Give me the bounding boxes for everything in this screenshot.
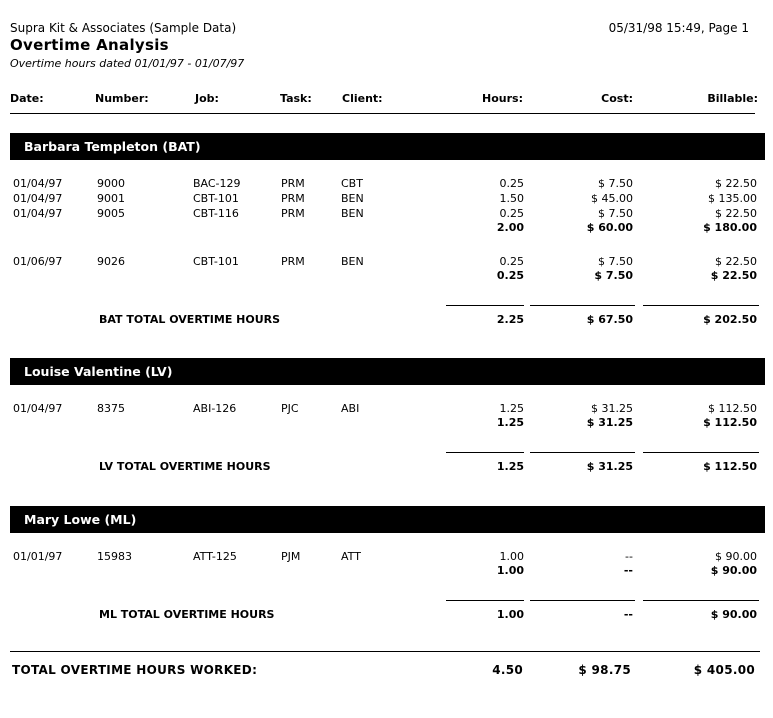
subtotal-hours: 2.00 <box>496 221 524 234</box>
employee-total-hours: 1.00 <box>496 608 524 621</box>
grand-total-label: TOTAL OVERTIME HOURS WORKED: <box>12 663 258 677</box>
row-date: 01/04/97 <box>13 177 63 190</box>
subtotal-billable: $ 112.50 <box>703 416 757 429</box>
row-job: ATT-125 <box>193 550 237 563</box>
row-date: 01/06/97 <box>13 255 63 268</box>
employee-total-label: BAT TOTAL OVERTIME HOURS <box>99 313 281 326</box>
grand-total-hours: 4.50 <box>492 663 523 677</box>
print-date-page: 05/31/98 15:49, Page 1 <box>608 21 749 35</box>
row-billable: $ 22.50 <box>715 177 757 190</box>
row-job: CBT-101 <box>193 192 239 205</box>
row-cost: $ 31.25 <box>591 402 633 415</box>
subtotal-hours: 1.25 <box>496 416 524 429</box>
employee-total-hours: 1.25 <box>496 460 524 473</box>
row-number: 8375 <box>97 402 125 415</box>
row-billable: $ 90.00 <box>715 550 757 563</box>
row-billable: $ 22.50 <box>715 207 757 220</box>
row-date: 01/04/97 <box>13 207 63 220</box>
column-header-billable: Billable: <box>707 92 758 105</box>
grand-total-billable: $ 405.00 <box>693 663 755 677</box>
row-job: ABI-126 <box>193 402 237 415</box>
row-hours: 1.25 <box>499 402 524 415</box>
row-cost: $ 7.50 <box>598 255 633 268</box>
subtotal-cost: $ 31.25 <box>586 416 633 429</box>
total-rule <box>446 305 524 306</box>
employee-band: Barbara Templeton (BAT) <box>10 133 765 160</box>
row-cost: $ 45.00 <box>591 192 633 205</box>
column-header-task: Task: <box>280 92 312 105</box>
row-number: 9026 <box>97 255 125 268</box>
row-cost: $ 7.50 <box>598 177 633 190</box>
row-hours: 1.00 <box>499 550 524 563</box>
subtotal-billable: $ 90.00 <box>710 564 757 577</box>
row-date: 01/01/97 <box>13 550 63 563</box>
column-header-client: Client: <box>342 92 383 105</box>
row-billable: $ 22.50 <box>715 255 757 268</box>
employee-total-billable: $ 202.50 <box>703 313 757 326</box>
report-title: Overtime Analysis <box>10 36 169 54</box>
row-task: PJM <box>281 550 301 563</box>
row-cost: -- <box>625 550 633 563</box>
row-job: BAC-129 <box>193 177 241 190</box>
total-rule <box>446 452 524 453</box>
row-date: 01/04/97 <box>13 402 63 415</box>
subtotal-hours: 1.00 <box>496 564 524 577</box>
employee-total-billable: $ 90.00 <box>710 608 757 621</box>
row-task: PRM <box>281 207 305 220</box>
subtotal-billable: $ 180.00 <box>703 221 757 234</box>
employee-total-billable: $ 112.50 <box>703 460 757 473</box>
grand-total-rule <box>10 651 760 652</box>
employee-total-cost: $ 67.50 <box>586 313 633 326</box>
row-number: 9000 <box>97 177 125 190</box>
subtotal-cost: -- <box>623 564 633 577</box>
row-task: PJC <box>281 402 299 415</box>
subtotal-hours: 0.25 <box>496 269 524 282</box>
employee-total-hours: 2.25 <box>496 313 524 326</box>
row-client: ATT <box>341 550 361 563</box>
column-header-date: Date: <box>10 92 44 105</box>
employee-total-cost: $ 31.25 <box>586 460 633 473</box>
row-client: BEN <box>341 192 364 205</box>
total-rule <box>643 452 759 453</box>
row-hours: 1.50 <box>499 192 524 205</box>
row-billable: $ 112.50 <box>708 402 757 415</box>
total-rule <box>446 600 524 601</box>
subtotal-cost: $ 7.50 <box>594 269 633 282</box>
employee-total-label: LV TOTAL OVERTIME HOURS <box>99 460 271 473</box>
row-client: ABI <box>341 402 360 415</box>
employee-band: Mary Lowe (ML) <box>10 506 765 533</box>
row-job: CBT-116 <box>193 207 239 220</box>
row-cost: $ 7.50 <box>598 207 633 220</box>
total-rule <box>530 452 635 453</box>
row-client: BEN <box>341 255 364 268</box>
row-hours: 0.25 <box>499 177 524 190</box>
header-rule <box>10 113 755 114</box>
total-rule <box>530 600 635 601</box>
company-name: Supra Kit & Associates (Sample Data) <box>10 21 237 35</box>
column-header-hours: Hours: <box>482 92 523 105</box>
column-header-job: Job: <box>195 92 219 105</box>
employee-total-label: ML TOTAL OVERTIME HOURS <box>99 608 275 621</box>
row-date: 01/04/97 <box>13 192 63 205</box>
total-rule <box>643 305 759 306</box>
subtotal-cost: $ 60.00 <box>586 221 633 234</box>
row-hours: 0.25 <box>499 207 524 220</box>
total-rule <box>530 305 635 306</box>
row-task: PRM <box>281 255 305 268</box>
row-number: 9001 <box>97 192 125 205</box>
row-number: 9005 <box>97 207 125 220</box>
subtotal-billable: $ 22.50 <box>710 269 757 282</box>
column-header-cost: Cost: <box>601 92 633 105</box>
row-job: CBT-101 <box>193 255 239 268</box>
report-subtitle: Overtime hours dated 01/01/97 - 01/07/97 <box>10 57 245 70</box>
row-number: 15983 <box>97 550 132 563</box>
column-header-number: Number: <box>95 92 149 105</box>
row-task: PRM <box>281 177 305 190</box>
row-hours: 0.25 <box>499 255 524 268</box>
employee-total-cost: -- <box>623 608 633 621</box>
row-task: PRM <box>281 192 305 205</box>
grand-total-cost: $ 98.75 <box>578 663 631 677</box>
row-client: CBT <box>341 177 363 190</box>
row-client: BEN <box>341 207 364 220</box>
employee-band: Louise Valentine (LV) <box>10 358 765 385</box>
row-billable: $ 135.00 <box>708 192 757 205</box>
total-rule <box>643 600 759 601</box>
